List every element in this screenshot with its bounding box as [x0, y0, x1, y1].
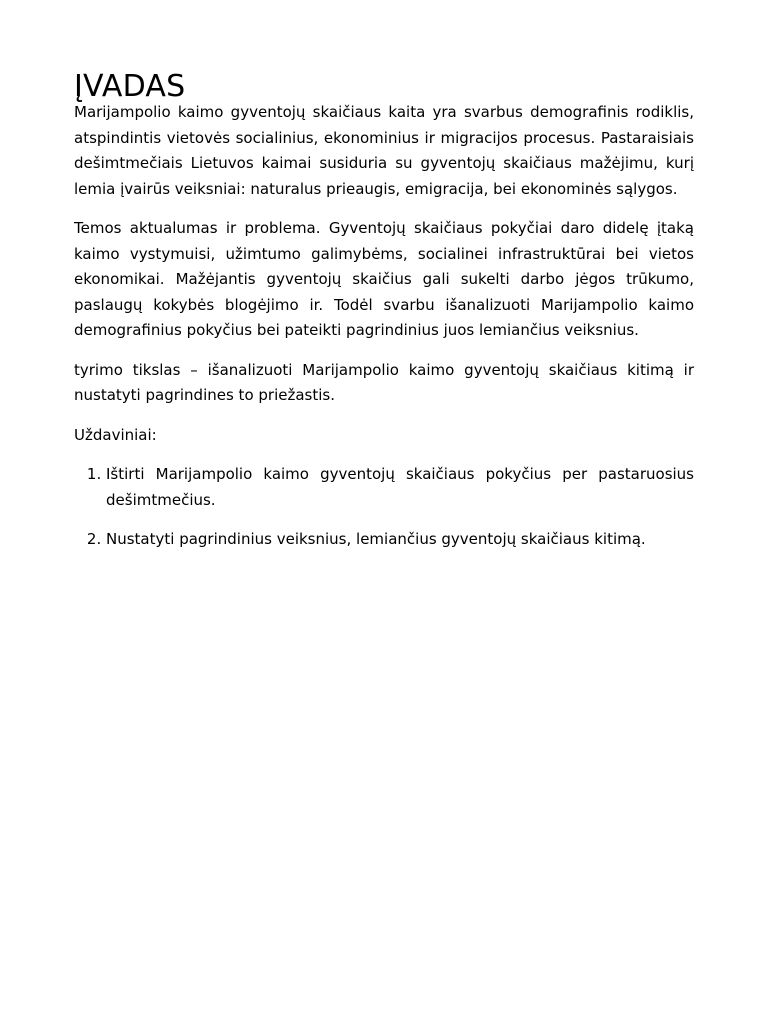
intro-paragraph: Marijampolio kaimo gyventojų skaičiaus kaita yra svarbus demografinis rodiklis, atspindintis vietovės socialinius, ekonominius ir migracijos procesus. Pastaraisiais dešimtmečiais Lietuvos kaimai susiduria su gyventojų skaičiaus mažėjimu, kurį lemia įvairūs veiksniai: naturalus prieaugis, emigracija, bei ekonominės sąlygos. [74, 103, 694, 198]
relevance-paragraph: Temos aktualumas ir problema. Gyventojų skaičiaus pokyčiai daro didelę įtaką kaimo vystymuisi, užimtumo galimybėms, socialinei infrastruktūrai bei vietos ekonomikai. Mažėjantis gyventojų skaičius gali sukelti darbo jėgos trūkumo, paslaugų kokybės blogėjimo ir. Todėl svarbu išanalizuoti Marijampolio kaimo demografinius pokyčius bei pateikti pagrindinius juos lemiančius veiksnius. [74, 219, 694, 339]
tasks-list [74, 462, 694, 553]
task-item-1: 1. Ištirti Marijampolio kaimo gyventojų skaičiaus pokyčius per pastaruosius dešimtmečius. [106, 462, 694, 513]
page-title: ĮVADAS [74, 69, 186, 104]
goal-paragraph: tyrimo tikslas – išanalizuoti Marijampolio kaimo gyventojų skaičiaus kitimą ir nustatyti pagrindines to priežastis. [74, 360, 694, 404]
tasks-heading: Uždaviniai: [74, 425, 157, 444]
task-item-2: 2. Nustatyti pagrindinius veiksnius, lemiančius gyventojų skaičiaus kitimą. [106, 527, 694, 553]
document-page [74, 68, 694, 567]
